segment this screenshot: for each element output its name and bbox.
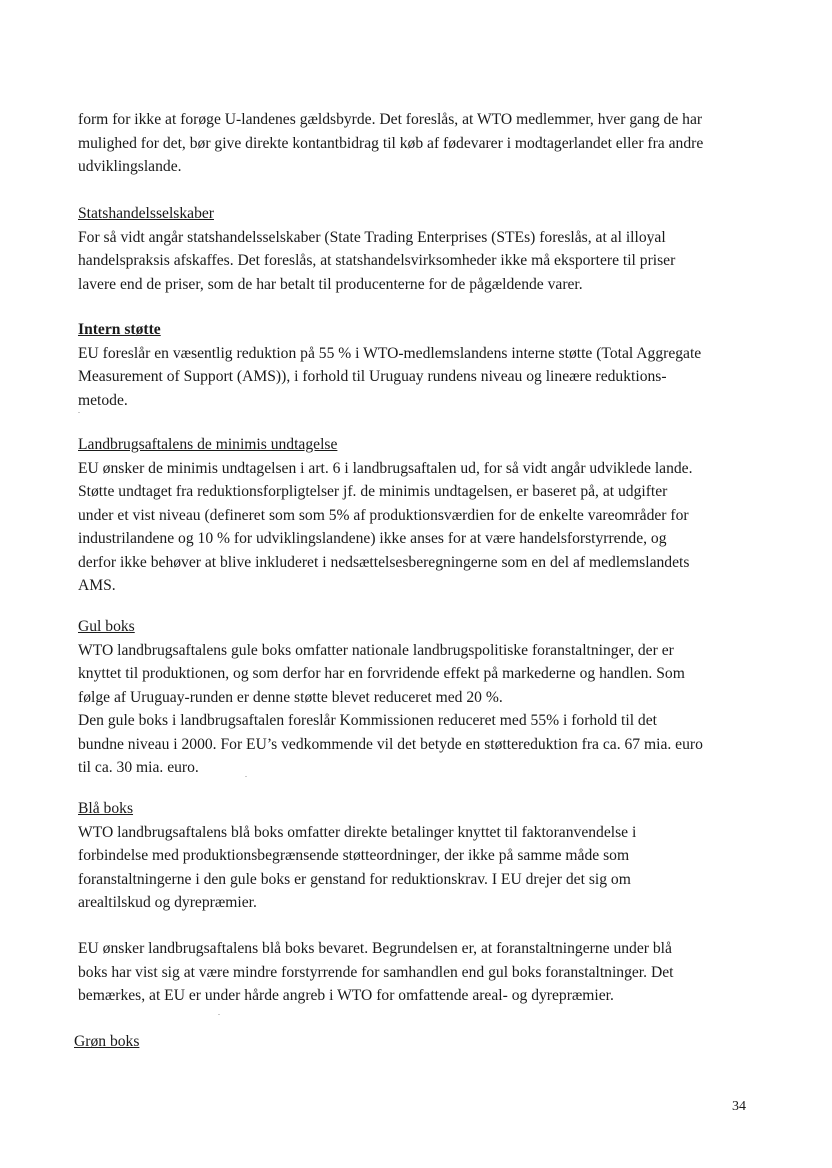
paragraph-line: til ca. 30 mia. euro. bbox=[78, 759, 199, 776]
scan-speck bbox=[245, 776, 247, 777]
paragraph-line: under et vist niveau (defineret som som 5% af produktionsværdien for de enkelte vareområder for bbox=[78, 506, 689, 524]
groen-boks-section bbox=[74, 1030, 754, 1054]
blaa-boks-paragraph-2 bbox=[78, 937, 758, 1008]
paragraph-line: WTO landbrugsaftalens gule boks omfatter nationale landbrugspolitiske foranstaltninger, der er bbox=[78, 641, 674, 659]
paragraph-line: bemærkes, at EU er under hårde angreb i WTO for omfattende areal- og dyrepræmier. bbox=[78, 987, 614, 1004]
paragraph-line: bundne niveau i 2000. For EU’s vedkommende vil det betyde en støttereduktion fra ca. 67 mia. euro bbox=[78, 735, 703, 753]
paragraph-line: arealtilskud og dyrepræmier. bbox=[78, 894, 257, 911]
paragraph-line: industrilandene og 10 % for udviklingslandene) ikke anses for at være handelsforstyrrende, og bbox=[78, 530, 667, 547]
paragraph-line: AMS. bbox=[78, 577, 116, 594]
intro-paragraph bbox=[78, 108, 758, 179]
paragraph-line: Støtte undtaget fra reduktionsforpligtelser jf. de minimis undtagelsen, er baseret på, at udgifter bbox=[78, 483, 668, 500]
section-heading-gul-boks: Gul boks bbox=[78, 618, 135, 635]
paragraph-line: form for ikke at forøge U-landenes gældsbyrde. Det foreslås, at WTO medlemmer, hver gang de har bbox=[78, 111, 703, 128]
section-heading-groen-boks: Grøn boks bbox=[74, 1033, 140, 1050]
paragraph-line: foranstaltningerne i den gule boks er genstand for reduktionskrav. I EU drejer det sig om bbox=[78, 870, 631, 888]
paragraph-line: mulighed for det, bør give direkte kontantbidrag til køb af fødevarer i modtagerlandet eller fra andre bbox=[78, 134, 704, 152]
paragraph-line: udviklingslande. bbox=[78, 158, 182, 175]
paragraph-line: lavere end de priser, som de har betalt til producenterne for de pågældende varer. bbox=[78, 275, 583, 293]
paragraph-line: forbindelse med produktionsbegrænsende støtteordninger, der ikke på samme måde som bbox=[78, 847, 630, 864]
paragraph-line: handelspraksis afskaffes. Det foreslås, at statshandelsvirksomheder ikke må eksportere til priser bbox=[78, 252, 676, 269]
paragraph-line: EU ønsker landbrugsaftalens blå boks bevaret. Begrundelsen er, at foranstaltningerne under blå bbox=[78, 940, 672, 957]
scan-speck bbox=[78, 412, 80, 413]
page-number: 34 bbox=[732, 1099, 746, 1114]
paragraph-line: knyttet til produktionen, og som derfor har en forvridende effekt på markederne og handlen. Som bbox=[78, 665, 685, 682]
paragraph-line: metode. bbox=[78, 391, 128, 409]
paragraph-line: boks har vist sig at være mindre forstyrrende for samhandlen end gul boks foranstaltninger. Det bbox=[78, 963, 674, 981]
paragraph-line: EU ønsker de minimis undtagelsen i art. 6 i landbrugsaftalen ud, for så vidt angår udviklede lande. bbox=[78, 459, 693, 477]
paragraph-line: EU foreslår en væsentlig reduktion på 55 % i WTO-medlemslandens interne støtte (Total Aggregate bbox=[78, 344, 702, 362]
paragraph-line: For så vidt angår statshandelsselskaber (State Trading Enterprises (STEs) foreslås, at al illoyal bbox=[78, 228, 666, 246]
section-heading-blaa-boks: Blå boks bbox=[78, 800, 134, 817]
deminimis-section bbox=[78, 433, 758, 598]
section-heading-intern-stoette: Intern støtte bbox=[78, 321, 161, 338]
paragraph-line: derfor ikke behøver at blive inkluderet i nedsættelsesberegningerne som en del af medlemslandets bbox=[78, 553, 690, 571]
blaa-boks-section bbox=[78, 797, 758, 915]
scan-speck bbox=[218, 1014, 220, 1015]
statshandel-section bbox=[78, 202, 758, 296]
section-heading-statshandel: Statshandelsselskaber bbox=[78, 205, 214, 222]
paragraph-line: Measurement of Support (AMS)), i forhold til Uruguay rundens niveau og lineære reduktions- bbox=[78, 368, 667, 385]
section-heading-deminimis: Landbrugsaftalens de minimis undtagelse bbox=[78, 436, 338, 453]
paragraph-line: Den gule boks i landbrugsaftalen foreslår Kommissionen reduceret med 55% i forhold til det bbox=[78, 712, 657, 729]
paragraph-line: følge af Uruguay-runden er denne støtte blevet reduceret med 20 %. bbox=[78, 688, 503, 706]
gul-boks-section bbox=[78, 615, 758, 780]
intern-stoette-section bbox=[78, 318, 758, 412]
paragraph-line: WTO landbrugsaftalens blå boks omfatter direkte betalinger knyttet til faktoranvendelse i bbox=[78, 823, 637, 841]
